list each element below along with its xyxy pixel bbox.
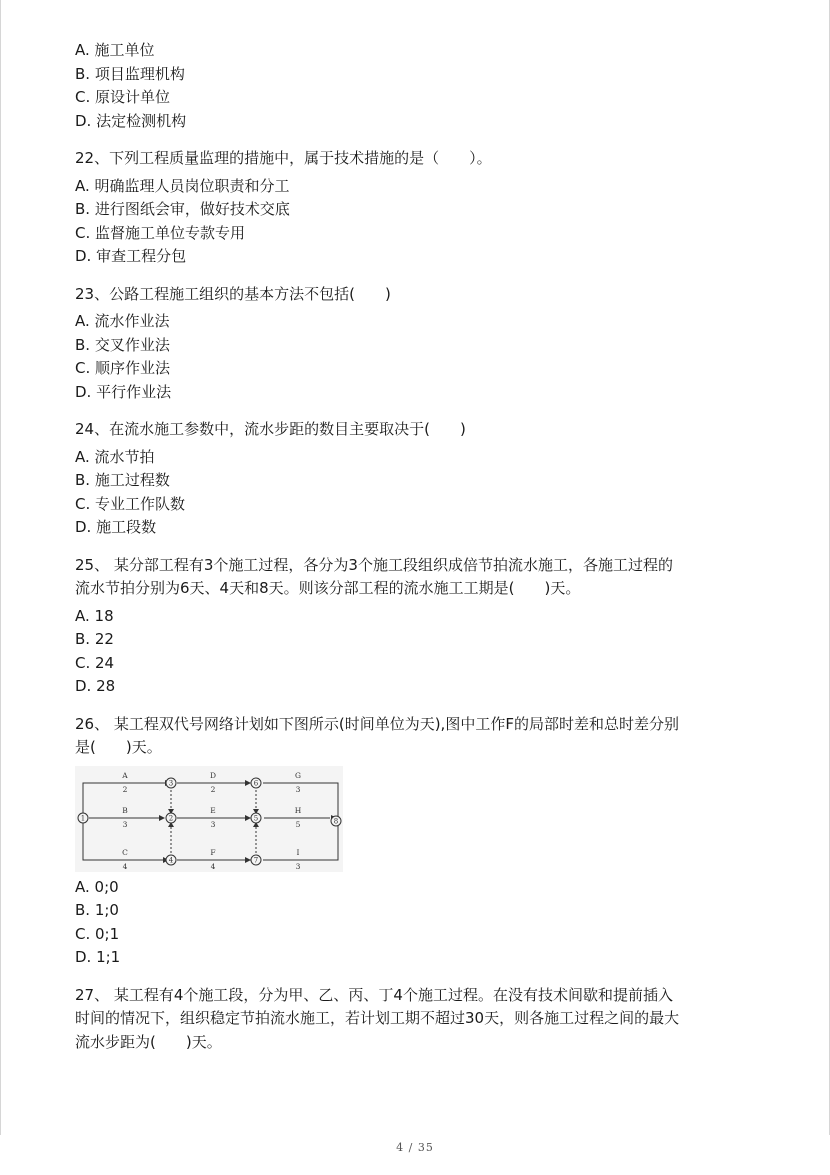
option-d: D. 1;1 xyxy=(75,948,121,966)
option-d: D. 法定检测机构 xyxy=(75,111,187,130)
question-26 xyxy=(75,713,755,970)
activity-g-duration: 3 xyxy=(295,784,301,794)
node-4-label: 4 xyxy=(168,856,174,864)
node-6-label: 6 xyxy=(253,779,259,787)
option-b: B. 施工过程数 xyxy=(75,471,170,489)
activity-e-name: E xyxy=(210,805,216,815)
question-title: 22、下列工程质量监理的措施中，属于技术措施的是（ ）。 xyxy=(75,149,492,167)
node-3-label: 3 xyxy=(168,779,174,787)
activity-d-name: D xyxy=(209,770,217,780)
activity-e-duration: 3 xyxy=(210,819,216,829)
option-d: D. 施工段数 xyxy=(75,518,157,536)
node-5-label: 5 xyxy=(253,814,259,822)
question-title: 24、在流水施工参数中，流水步距的数目主要取决于( ) xyxy=(75,420,466,438)
option-d: D. 审查工程分包 xyxy=(75,247,187,265)
network-diagram xyxy=(75,766,343,872)
option-b: B. 交叉作业法 xyxy=(75,335,170,354)
option-a: A. 施工单位 xyxy=(75,41,155,59)
question-title-line-1: 26、 某工程双代号网络计划如下图所示(时间单位为天),图中工作F的局部时差和总时差分别 xyxy=(75,714,679,733)
activity-h-duration: 5 xyxy=(295,819,301,829)
document-content xyxy=(75,39,755,1068)
option-c: C. 0;1 xyxy=(75,924,120,943)
activity-b-name: B xyxy=(122,805,128,815)
question-22 xyxy=(75,147,755,269)
activity-g-name: G xyxy=(295,770,301,780)
option-c: C. 原设计单位 xyxy=(75,88,171,106)
option-c: C. 24 xyxy=(75,653,115,672)
question-title-line-3: 流水步距为( )天。 xyxy=(75,1032,222,1051)
option-a: A. 明确监理人员岗位职责和分工 xyxy=(75,176,290,195)
question-27 xyxy=(75,984,755,1055)
activity-b-duration: 3 xyxy=(122,819,128,829)
question-title-line-1: 25、 某分部工程有3个施工过程，各分为3个施工段组织成倍节拍流水施工，各施工过程的 xyxy=(75,555,673,574)
option-c: C. 顺序作业法 xyxy=(75,359,171,377)
option-a: A. 0;0 xyxy=(75,877,119,896)
activity-c-name: C xyxy=(122,847,128,857)
question-title-line-2: 流水节拍分别为6天、4天和8天。则该分部工程的流水施工工期是( )天。 xyxy=(75,579,581,597)
activity-h-name: H xyxy=(294,805,302,815)
question-title-line-2: 时间的情况下，组织稳定节拍流水施工，若计划工期不超过30天，则各施工过程之间的最大 xyxy=(75,1009,680,1027)
option-a: A. 18 xyxy=(75,606,114,625)
activity-c-duration: 4 xyxy=(122,861,128,871)
question-title-line-2: 是( )天。 xyxy=(75,738,162,756)
question-21-options xyxy=(75,39,755,133)
option-d: D. 平行作业法 xyxy=(75,382,172,401)
option-d: D. 28 xyxy=(75,677,116,695)
activity-i-duration: 3 xyxy=(295,861,301,871)
activity-d-duration: 2 xyxy=(210,784,216,794)
option-b: B. 项目监理机构 xyxy=(75,64,185,83)
page-number: 4 / 35 xyxy=(396,1141,434,1154)
question-25 xyxy=(75,554,755,699)
option-a: A. 流水节拍 xyxy=(75,447,155,466)
option-b: B. 1;0 xyxy=(75,901,119,919)
question-title-line-1: 27、 某工程有4个施工段，分为甲、乙、丙、丁4个施工过程。在没有技术间歇和提前插入 xyxy=(75,985,673,1004)
node-1-label: 1 xyxy=(80,814,86,822)
question-24 xyxy=(75,418,755,540)
activity-a-duration: 2 xyxy=(122,784,128,794)
option-b: B. 22 xyxy=(75,630,114,648)
option-c: C. 监督施工单位专款专用 xyxy=(75,223,246,242)
option-c: C. 专业工作队数 xyxy=(75,494,186,513)
page-left-edge xyxy=(0,0,1,1135)
activity-i-name: I xyxy=(296,847,300,857)
activity-f-duration: 4 xyxy=(210,861,216,871)
question-title: 23、公路工程施工组织的基本方法不包括( ) xyxy=(75,284,391,303)
activity-f-name: F xyxy=(210,847,216,857)
node-7-label: 7 xyxy=(253,856,259,864)
node-2-label: 2 xyxy=(168,814,174,822)
option-a: A. 流水作业法 xyxy=(75,312,170,330)
node-8-label: 8 xyxy=(333,817,339,825)
option-b: B. 进行图纸会审，做好技术交底 xyxy=(75,200,290,218)
question-23 xyxy=(75,283,755,405)
activity-a-name: A xyxy=(122,770,128,780)
